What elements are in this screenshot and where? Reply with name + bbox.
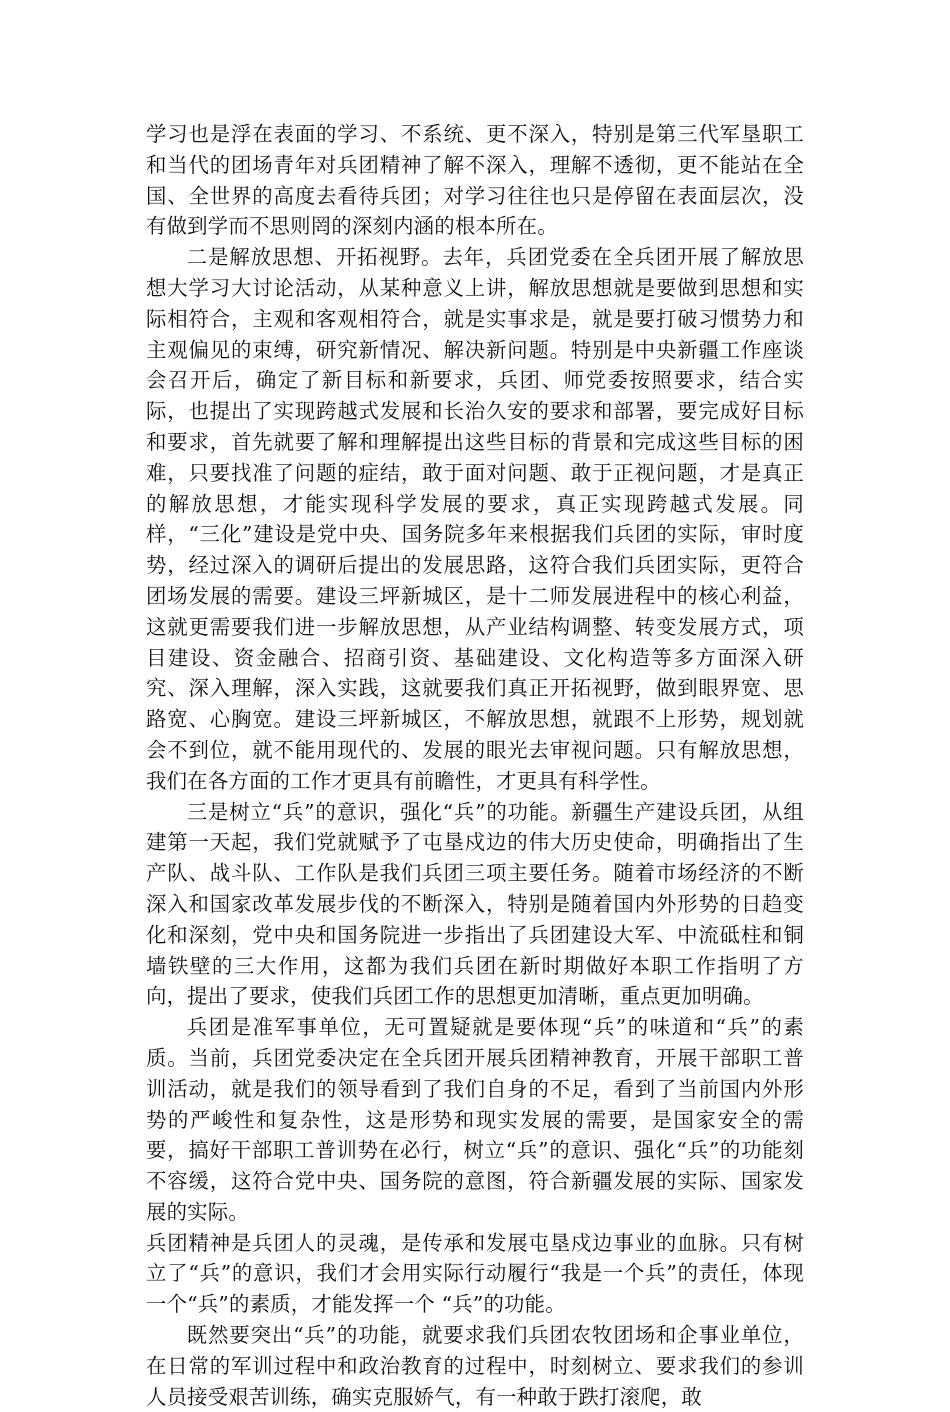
document-page xyxy=(146,119,804,1412)
paragraph-6: 既然要突出“兵”的功能，就要求我们兵团农牧团场和企事业单位，在日常的军训过程中和政治教育的过程中，时刻树立、要求我们的参训人员接受艰苦训练，确实克服娇气，有一种敢于跌打滚爬，敢 xyxy=(146,1323,804,1409)
paragraph-2: 二是解放思想、开拓视野。去年，兵团党委在全兵团开展了解放思想大学习大讨论活动，从某种意义上讲，解放思想就是要做到思想和实际相符合，主观和客观相符合，就是实事求是，就是要打破习惯势力和主观偏见的束缚，研究新情况、解决新问题。特别是中央新疆工作座谈会召开后，确定了新目标和新要求，兵团、师党委按照要求，结合实际，也提出了实现跨越式发展和长治久安的要求和部署，要完成好目标和要求，首先就要了解和理解提出这些目标的背景和完成这些目标的困难，只要找准了问题的症结，敢于面对问题、敢于正视问题，才是真正的解放思想，才能实现科学发展的要求，真正实现跨越式发展。同样，“三化”建设是党中央、国务院多年来根据我们兵团的实际，审时度势，经过深入的调研后提出的发展思路，这符合我们兵团实际，更符合团场发展的需要。建设三坪新城区，是十二师发展进程中的核心利益，这就更需要我们进一步解放思想，从产业结构调整、转变发展方式，项目建设、资金融合、招商引资、基础建设、文化构造等多方面深入研究、深入理解，深入实践，这就要我们真正开拓视野，做到眼界宽、思路宽、心胸宽。建设三坪新城区，不解放思想，就跟不上形势，规划就会不到位，就不能用现代的、发展的眼光去审视问题。只有解放思想，我们在各方面的工作才更具有前瞻性，才更具有科学性。 xyxy=(146,245,804,793)
paragraph-5: 兵团精神是兵团人的灵魂，是传承和发展屯垦戍边事业的血脉。只有树立了“兵”的意识，我们才会用实际行动履行“我是一个兵”的责任，体现一个“兵”的素质，才能发挥一个 “兵”的功能。 xyxy=(146,1230,804,1317)
paragraph-1: 学习也是浮在表面的学习、不系统、更不深入，特别是第三代军垦职工和当代的团场青年对兵团精神了解不深入，理解不透彻，更不能站在全国、全世界的高度去看待兵团；对学习往往也只是停留在表面层次，没有做到学而不思则罔的深刻内涵的根本所在。 xyxy=(146,122,804,239)
paragraph-4: 兵团是准军事单位，无可置疑就是要体现“兵”的味道和“兵”的素质。当前，兵团党委决定在全兵团开展兵团精神教育，开展干部职工普训活动，就是我们的领导看到了我们自身的不足，看到了当前国内外形势的严峻性和复杂性，这是形势和现实发展的需要，是国家安全的需要，搞好干部职工普训势在必行，树立“兵”的意识、强化“兵”的功能刻不容缓，这符合党中央、国务院的意图，符合新疆发展的实际、国家发展的实际。 xyxy=(146,1015,804,1224)
paragraph-3: 三是树立“兵”的意识，强化“兵”的功能。新疆生产建设兵团，从组建第一天起，我们党就赋予了屯垦戍边的伟大历史使命，明确指出了生产队、战斗队、工作队是我们兵团三项主要任务。随着市场经济的不断深入和国家改革发展步伐的不断深入，特别是随着国内外形势的日趋变化和深刻，党中央和国务院进一步指出了兵团建设大军、中流砥柱和铜墙铁壁的三大作用，这都为我们兵团在新时期做好本职工作指明了方向，提出了要求，使我们兵团工作的思想更加清晰，重点更加明确。 xyxy=(146,799,804,1009)
